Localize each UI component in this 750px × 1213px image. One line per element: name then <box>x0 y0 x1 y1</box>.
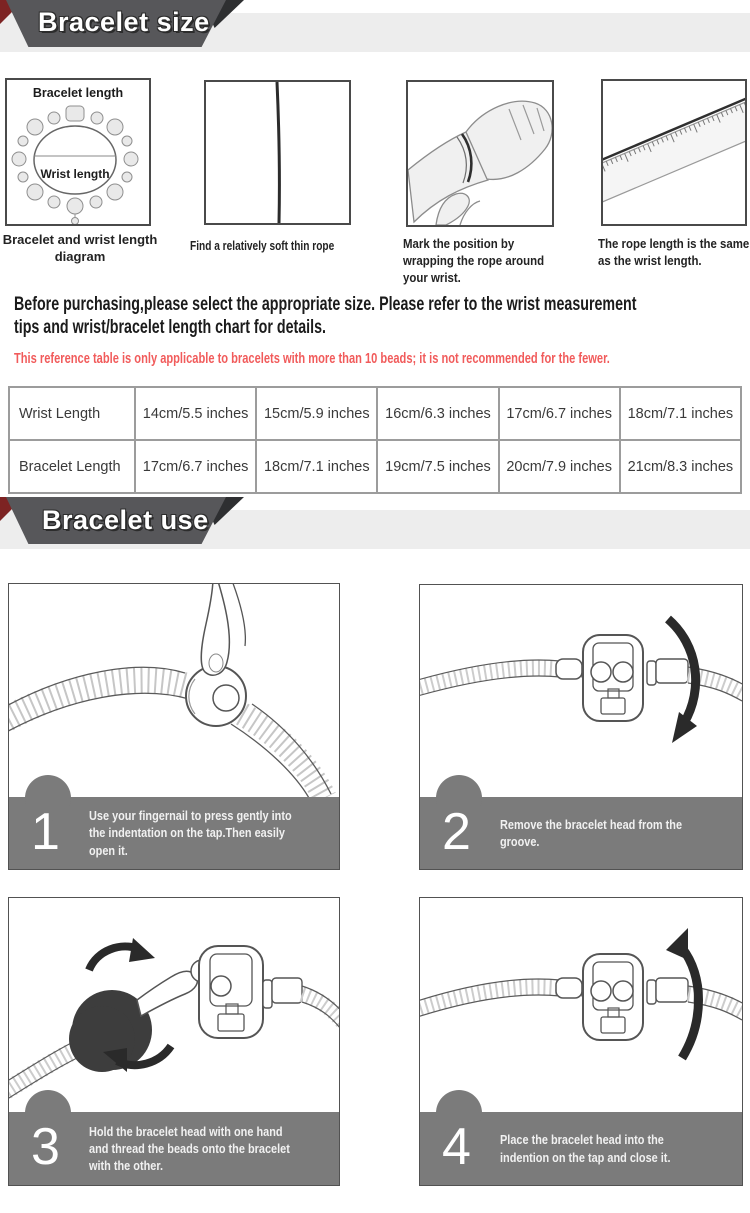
bracelet-diagram-illustration <box>7 80 149 224</box>
ruler-panel <box>601 79 747 226</box>
table-cell: 21cm/8.3 inches <box>620 440 741 493</box>
wrist-wrap-panel <box>406 80 554 227</box>
table-cell: 18cm/7.1 inches <box>620 387 741 440</box>
table-cell: 15cm/5.9 inches <box>256 387 377 440</box>
ruler-illustration <box>603 81 745 224</box>
step3-caption-bar <box>9 1112 339 1185</box>
intro-text-line2: tips and wrist/bracelet length chart for details. <box>14 317 326 338</box>
table-row <box>9 387 741 440</box>
step-text: Place the bracelet head into the indention on the tap and close it. <box>500 1132 671 1165</box>
rope-panel <box>204 80 351 225</box>
step-text: Hold the bracelet head with one hand and thread the beads onto the bracelet with the other. <box>89 1123 290 1174</box>
step2-caption-bar <box>420 797 742 869</box>
table-cell: 16cm/6.3 inches <box>377 387 498 440</box>
step-text: Use your fingernail to press gently into the indentation on the tap.Then easily open it. <box>89 808 292 858</box>
step-number: 2 <box>442 803 471 861</box>
use-step-panel-4 <box>419 897 743 1186</box>
wrist-length-header: Wrist Length <box>9 387 135 440</box>
table-cell: 20cm/7.9 inches <box>499 440 620 493</box>
wrist-wrap-illustration <box>408 82 552 225</box>
reference-note: This reference table is only applicable to bracelets with more than 10 beads; it is not recommended for the fewer. <box>14 350 610 367</box>
step4-caption-bar <box>420 1112 742 1185</box>
step1-caption-bar <box>9 797 339 869</box>
intro-text-line1: Before purchasing,please select the appropriate size. Please refer to the wrist measurement <box>14 294 637 315</box>
use-step-panel-1 <box>8 583 340 870</box>
step4-illustration <box>420 898 742 1114</box>
use-step-panel-2 <box>419 584 743 870</box>
size-table <box>8 386 742 494</box>
wrist-length-label: Wrist length <box>40 167 110 181</box>
table-cell: 19cm/7.5 inches <box>377 440 498 493</box>
step-text: Remove the bracelet head from the groove. <box>500 816 683 849</box>
step2-illustration <box>420 585 742 798</box>
bracelet-length-header: Bracelet Length <box>9 440 135 493</box>
measure-step-caption-1: Bracelet and wrist length diagram <box>2 232 158 264</box>
table-cell: 14cm/5.5 inches <box>135 387 256 440</box>
table-cell: 17cm/6.7 inches <box>135 440 256 493</box>
table-cell: 18cm/7.1 inches <box>256 440 377 493</box>
banner-use-title: Bracelet use <box>42 505 209 535</box>
bracelet-length-label: Bracelet length <box>32 86 124 100</box>
measure-step-caption-4: The rope length is the same as the wrist length. <box>598 236 750 268</box>
step3-illustration <box>9 898 339 1114</box>
measure-step-caption-3: Mark the position by wrapping the rope around your wrist. <box>403 236 545 285</box>
step-number: 1 <box>31 803 60 861</box>
banner-size-title: Bracelet size <box>38 7 210 37</box>
step-number: 4 <box>442 1118 471 1176</box>
step-number: 3 <box>31 1118 60 1176</box>
finger-shape <box>201 584 229 675</box>
table-row <box>9 440 741 493</box>
rope-illustration <box>206 82 349 223</box>
use-step-panel-3 <box>8 897 340 1186</box>
table-cell: 17cm/6.7 inches <box>499 387 620 440</box>
measure-step-caption-2: Find a relatively soft thin rope <box>190 238 335 253</box>
bracelet-diagram-panel <box>5 78 151 226</box>
step1-illustration <box>9 584 339 798</box>
